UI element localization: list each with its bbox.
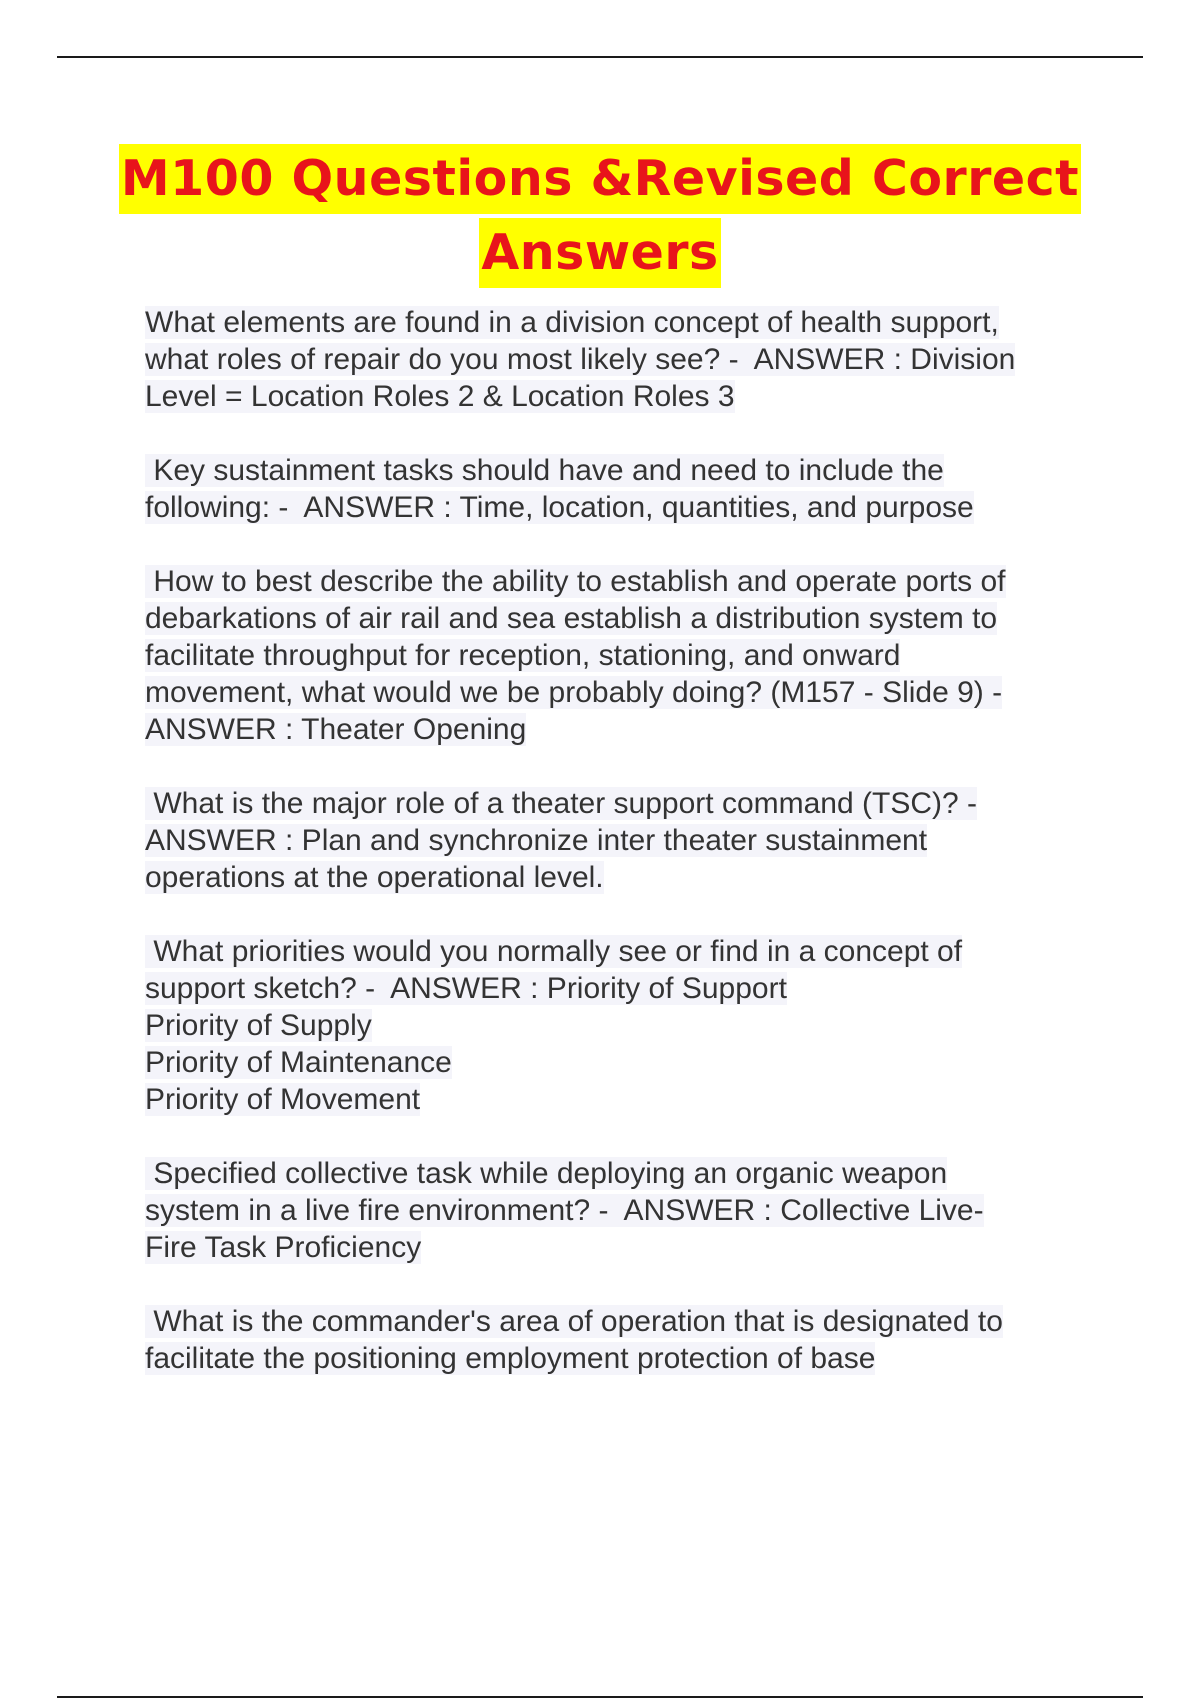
qa-text: Specified collective task while deploying an organic weapon system in a live fire environment? - ANSWER : Collective Live- Fire Task Proficiency [145,1157,984,1264]
document-title [0,144,1200,288]
bottom-rule [57,1696,1143,1698]
qa-list [145,304,1085,1414]
qa-text: What is the commander's area of operation that is designated to facilitate the positioning employment protection of base [145,1305,1003,1375]
qa-text: How to best describe the ability to establish and operate ports of debarkations of air rail and sea establish a distribution system to facilitate throughput for reception, stationing, and onward movement, what would we be probably doing? (M157 - Slide 9) - ANSWER : Theater Opening [145,565,1006,746]
qa-item [145,1303,1085,1377]
qa-item [145,1155,1085,1266]
qa-item [145,563,1085,748]
qa-item [145,452,1085,526]
qa-item [145,785,1085,896]
qa-text: What priorities would you normally see or find in a concept of support sketch? - ANSWER : Priority of Support Priority of Supply Priority of Maintenance Priority of Movement [145,935,963,1116]
top-rule [57,56,1143,58]
qa-item [145,304,1085,415]
qa-item [145,933,1085,1118]
qa-text: What elements are found in a division concept of health support, what roles of repair do you most likely see? - ANSWER : Division Level = Location Roles 2 & Location Roles 3 [145,306,1016,413]
title-line-1: M100 Questions &Revised Correct [119,144,1081,214]
qa-text: Key sustainment tasks should have and need to include the following: - ANSWER : Time, location, quantities, and purpose [145,454,974,524]
title-line-2: Answers [479,218,720,288]
qa-text: What is the major role of a theater support command (TSC)? - ANSWER : Plan and synchronize inter theater sustainment operations at the operational level. [145,787,977,894]
